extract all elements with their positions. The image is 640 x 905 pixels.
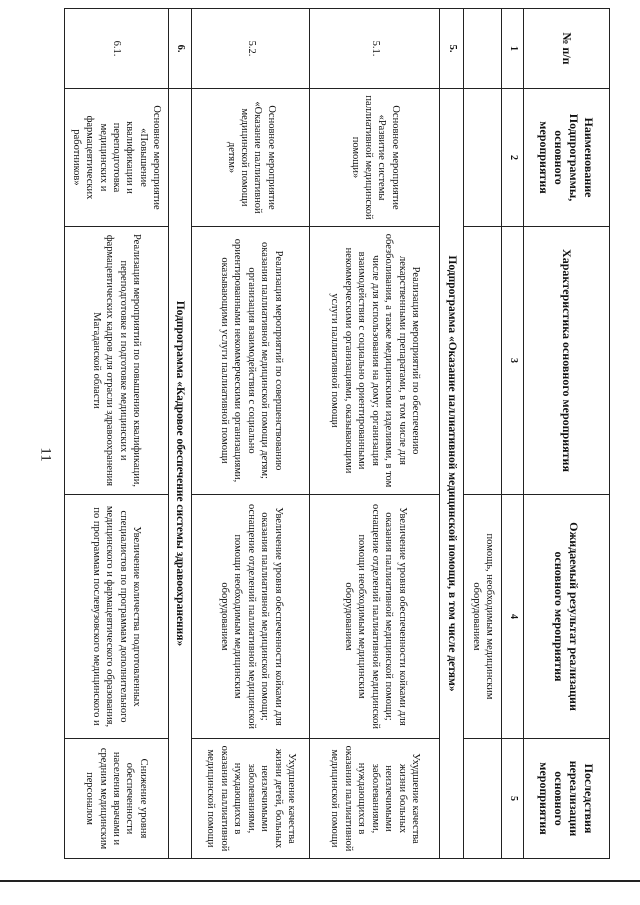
measure-description: Реализация мероприятий по совершенствованию оказания паллиативной медицинской помощи детям; организация взаимодействия с социально ориентированными некоммерческими организациями, оказывающими услуги паллиативной помощи [192, 227, 310, 495]
subprogram-5-title: Подпрограмма «Оказание паллиативной медицинской помощи, в том числе детям» [440, 89, 464, 859]
continuation-row [464, 9, 502, 859]
subprogram-5-row [440, 9, 464, 859]
page-bottom-rule [0, 880, 640, 882]
header-result: Ожидаемый результат реализации основного мероприятия [524, 495, 610, 739]
row-number: 5.1. [310, 9, 440, 89]
row-number: 6.1. [64, 9, 168, 89]
subprogram-5-number: 5. [440, 9, 464, 89]
page-number: 11 [37, 447, 54, 462]
rotated-table-container [70, 8, 610, 858]
measure-result: Увеличение уровня обеспеченности койками для оказания паллиативной медицинской помощи; оснащение отделений паллиативной медицинской помощи необходимым медицинским оборудованием [192, 495, 310, 739]
header-number: № п/п [524, 9, 610, 89]
header-row [524, 9, 610, 859]
header-consequences: Последствия нереализации основного мероприятия [524, 739, 610, 859]
measure-name: Основное мероприятие «Развитие системы паллиативной медицинской помощи» [310, 89, 440, 227]
column-number: 2 [502, 89, 524, 227]
column-number: 5 [502, 739, 524, 859]
continued-result-cell: помощь, необходимым медицинским оборудованием [464, 495, 502, 739]
empty-cell [464, 739, 502, 859]
subprogram-6-number: 6. [168, 9, 192, 89]
table-row-5-1 [310, 9, 440, 859]
measure-description: Реализация мероприятий по обеспечению лекарственными препаратами, в том числе для обезболивания, а также медицинскими изделиями, в том числе для использования на дому; организация взаимодействия с социально ориентированными некоммерческими организациями, оказывающими услуги паллиативной помощи [310, 227, 440, 495]
measure-name: Основное мероприятие «Оказание паллиативной медицинской помощи детям» [192, 89, 310, 227]
header-name: Наименование Подпрограммы, основного мероприятия [524, 89, 610, 227]
measure-consequences: Ухудшение качества жизни детей, больных неизлечимыми заболеваниями, нуждающихся в оказании паллиативной медицинской помощи [192, 739, 310, 859]
table-row-6-1 [64, 9, 168, 859]
column-number: 1 [502, 9, 524, 89]
column-number: 4 [502, 495, 524, 739]
measure-result: Увеличение количества подготовленных специалистов по программам дополнительного медицинского и фармацевтического образования, по программам послевузовского медицинского и [64, 495, 168, 739]
subprogram-6-row [168, 9, 192, 859]
measure-consequences: Снижение уровня обеспеченности населения врачами и средним медицинским персоналом [64, 739, 168, 859]
measure-result: Увеличение уровня обеспеченности койками для оказания паллиативной медицинской помощи; оснащение отделений паллиативной медицинской помощи необходимым медицинским оборудованием [310, 495, 440, 739]
column-number: 3 [502, 227, 524, 495]
measure-name: Основное мероприятие «Повышение квалификации и переподготовка медицинских и фармацевтических работников» [64, 89, 168, 227]
empty-cell [464, 227, 502, 495]
measure-description: Реализация мероприятий по повышению квалификации, переподготовке и подготовке медицинских и фармацевтических кадров для отрасли здравоохранения Магаданской области [64, 227, 168, 495]
header-description: Характеристика основного мероприятия [524, 227, 610, 495]
empty-cell [464, 9, 502, 89]
row-number: 5.2. [192, 9, 310, 89]
column-number-row [502, 9, 524, 859]
empty-cell [464, 89, 502, 227]
measure-consequences: Ухудшение качества жизни больных неизлечимыми заболеваниями, нуждающихся в оказании паллиативной медицинской помощи [310, 739, 440, 859]
subprogram-6-title: Подпрограмма «Кадровое обеспечение системы здравоохранения» [168, 89, 192, 859]
measures-table [64, 8, 610, 859]
table-row-5-2 [192, 9, 310, 859]
